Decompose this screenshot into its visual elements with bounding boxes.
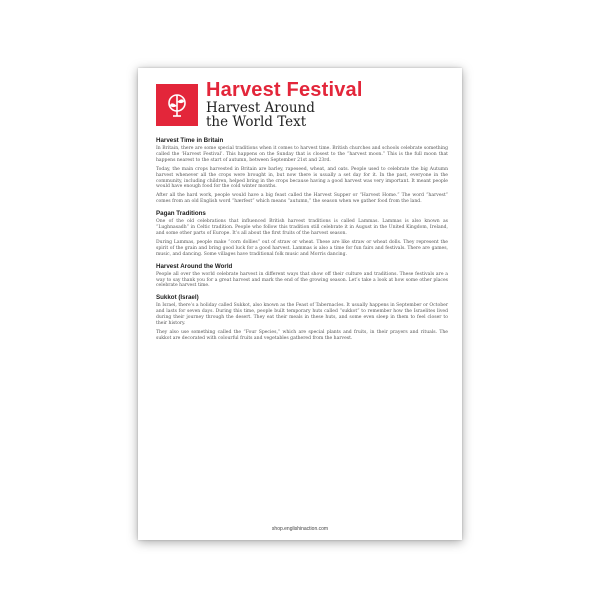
section-heading: Harvest Around the World (156, 262, 233, 270)
page-subtitle-line1: Harvest Around (206, 100, 315, 116)
footer-url: shop.englishinaction.com (271, 526, 329, 532)
section-heading: Sukkot (Israel) (156, 294, 199, 302)
section-paragraph: In Israel, there’s a holiday called Sukkot, also known as the Feast of Tabernacles. It usually happens in September or October and lasts for seven days. During this time, people built temporary huts called “sukkot” to remember how the Israelites lived during their journey through the desert. They eat their meals in these huts, and some even sleep in them to feel closer to their history. (156, 303, 448, 327)
section-heading: Harvest Time in Britain (156, 137, 224, 144)
section-heading: Pagan Traditions (156, 210, 206, 218)
leaf-globe-icon (156, 84, 198, 126)
worksheet-page (138, 68, 462, 540)
section-paragraph: People all over the world celebrate harvest in different ways that show off their culture and traditions. These festivals are a way to say thank you for a great harvest and mark the end of the growing season. Let’s take a look at how some other places celebrate harvest time. (156, 271, 448, 289)
section-pagan-traditions (156, 210, 448, 257)
page-title: Harvest Festival (206, 79, 363, 101)
section-paragraph: During Lammas, people make “corn dollies” out of straw or wheat. These are like straw or wheat dolls. They represent the spirit of the grain and bring good luck for a good harvest. Lammas is also a time for fun fairs and festivals. There are games, music, and dancing. Some villages have traditional folk music and Morris dancing. (156, 239, 448, 257)
section-paragraph: After all the hard work, people would have a big feast called the Harvest Supper or “Harvest Home.” The word “harvest” comes from an old English word “hærfest” which means “autumn,” the season when we gather food from the land. (156, 193, 448, 205)
worksheet-header (156, 80, 448, 129)
page-subtitle-line2: the World Text (206, 114, 307, 130)
section-harvest-world (156, 263, 448, 290)
section-paragraph: In Britain, there are some special traditions when it comes to harvest time. British churches and schools celebrate something called the ‘Harvest Festival’. This happens on the Sunday that is closest to the “harvest moon.” This is the full moon that happens nearest to the start of autumn, between September 21st and 23rd. (156, 146, 448, 163)
section-sukkot (156, 294, 448, 341)
section-harvest-britain (156, 137, 448, 205)
section-paragraph: One of the old celebrations that influenced British harvest traditions is called Lammas. Lammas is also known as “Lughnasadh” in Celtic tradition. People who follow this tradition still celebrate it in August in the United Kingdom, Ireland, and some other parts of Europe. It’s all about the first fruits of the harvest season. (156, 219, 448, 236)
section-paragraph: Today, the main crops harvested in Britain are barley, rapeseed, wheat, and oats. People used to celebrate the big Autumn harvest whenever all the crops were brought in, but now there is usually a set day for it. In the past, everyone in the community, including children, helped bring in the crops because having a good harvest was very important. It meant people would have enough food for the cold winter months. (156, 166, 448, 190)
section-paragraph: They also use something called the “Four Species,” which are special plants and fruits, in their prayers and rituals. The sukkot are decorated with colourful fruits and vegetables gathered from the harvest. (156, 329, 448, 341)
